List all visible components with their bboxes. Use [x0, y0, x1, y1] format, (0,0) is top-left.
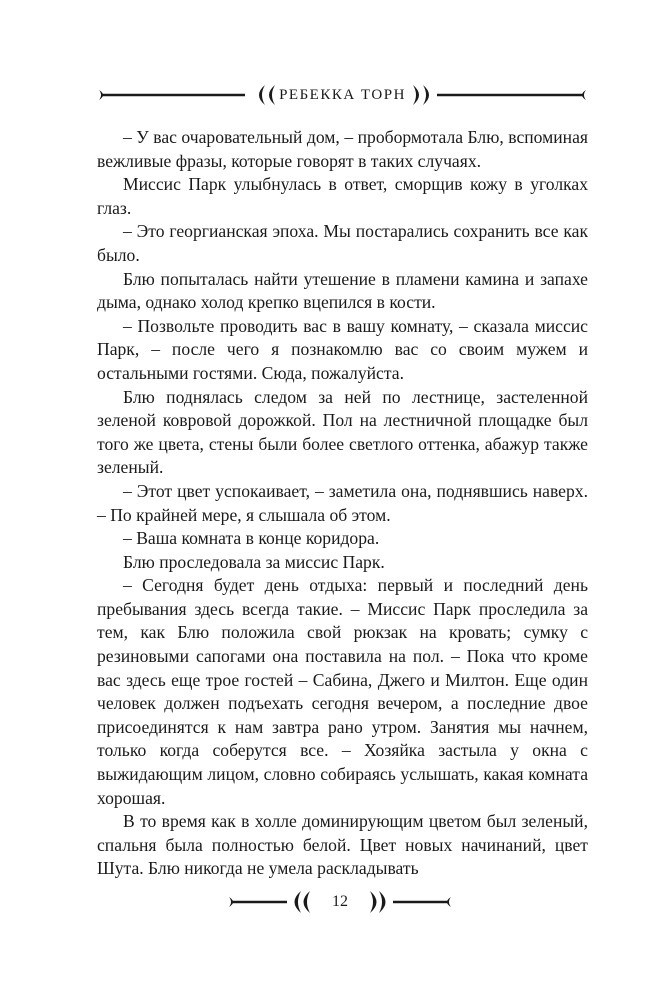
paragraph: – У вас очаровательный дом, – пробормотала Блю, вспоминая вежливые фразы, которые говорят в таких случаях. — [97, 127, 588, 171]
paragraph: Блю попыталась найти утешение в пламени камина и запахе дыма, однако холод крепко вцепился в кости. — [97, 268, 588, 313]
page-number: 12 — [332, 893, 348, 910]
running-header — [95, 80, 590, 110]
paragraph: Миссис Парк улыбнулась в ответ, сморщив кожу в уголках глаз. — [97, 174, 588, 218]
page-footer — [225, 885, 455, 919]
paragraph: – Это георгианская эпоха. Мы постарались сохранить все как было. — [97, 221, 588, 265]
paragraph: – Сегодня будет день отдыха: первый и последний день пребывания здесь всегда такие. – Миссис Парк проследила за тем, как Блю положила свой рюкзак на кровать; сумку с резиновыми сапогами она поставила на пол. – Пока что кроме вас здесь еще трое гостей – Сабина, Джего и Милтон. Еще один человек должен подъехать сегодня вечером, а последние двое присоединятся к нам завтра рано утром. Занятия мы начнем, только когда соберутся все. – Хозяйка застыла у окна с выжидающим лицом, словно собираясь услышать, какая комната хорошая. — [97, 575, 588, 808]
body-text — [97, 126, 588, 881]
paragraph: Блю поднялась следом за ней по лестнице, застеленной зеленой ковровой дорожкой. Пол на лестничной площадке был того же цвета, стены были более светлого оттенка, абажур также зеленый. — [97, 386, 588, 478]
paragraph: – Позвольте проводить вас в вашу комнату, – сказала миссис Парк, – после чего я познакомлю вас со своим мужем и остальными гостями. Сюда, пожалуйста. — [97, 315, 588, 383]
running-title: РЕБЕККА ТОРН — [279, 87, 406, 103]
paragraph: – Ваша комната в конце коридора. — [123, 528, 380, 549]
paragraph: В то время как в холле доминирующим цветом был зеленый, спальня была полностью белой. Цвет новых начинаний, цвет Шута. Блю никогда не умела раскладывать — [97, 811, 588, 879]
paragraph: – Этот цвет успокаивает, – заметила она, поднявшись наверх. – По крайней мере, я слышала об этом. — [97, 480, 588, 525]
paragraph: Блю проследовала за миссис Парк. — [123, 551, 385, 572]
